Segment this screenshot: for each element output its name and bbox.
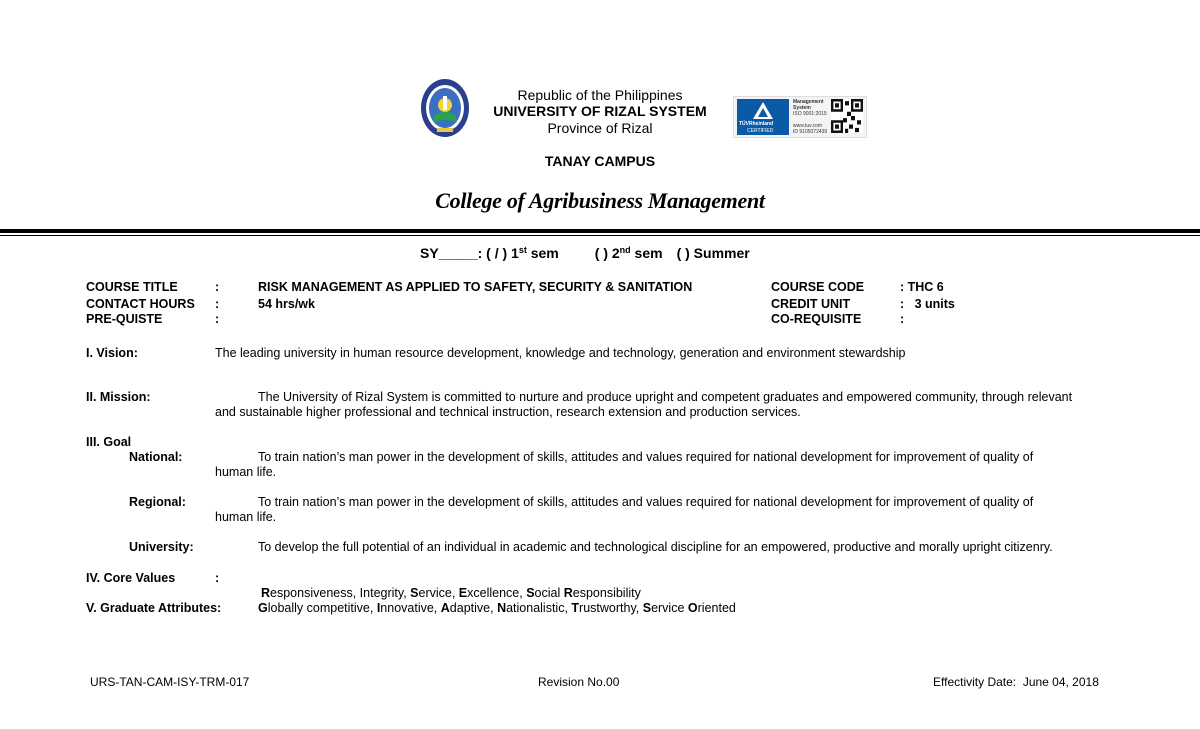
attribute-rest: daptive, (449, 601, 498, 615)
footer-revision: Revision No.00 (538, 675, 620, 689)
mission-line-2: and sustainable higher professional and technical instruction, research extension and production services. (215, 405, 801, 419)
goal-label: III. Goal (86, 435, 132, 449)
corequisite-value: : (900, 312, 905, 326)
course-code-label: COURSE CODE (771, 280, 865, 294)
attribute-initial: T (571, 601, 580, 615)
core-value-rest: ervice, (418, 586, 459, 600)
contact-hours-value: 54 hrs/wk (258, 297, 315, 311)
second-sem-option: ( ) 2 (594, 245, 620, 261)
prerequisite-colon: : (215, 312, 220, 326)
regional-goal-label: Regional: (129, 495, 186, 509)
sem-1: sem (526, 245, 559, 261)
attribute-rest: lobally competitive, (267, 601, 377, 615)
attribute-rest: nnovative, (380, 601, 441, 615)
campus-name: TANAY CAMPUS (544, 153, 656, 169)
header-divider-thick (0, 229, 1200, 233)
regional-goal-line-2: human life. (215, 510, 277, 524)
mission-line-1: The University of Rizal System is committed to nurture and produce upright and competent graduates and empowered community, through relevant (258, 390, 1073, 404)
sem-2: sem (630, 245, 663, 261)
contact-hours-colon: : (215, 297, 220, 311)
college-name: College of Agribusiness Management (435, 188, 765, 213)
university-goal-text: To develop the full potential of an individual in academic and technological discipline for an empowered, productive and morally upright citizenry. (258, 540, 1053, 554)
footer-document-code: URS-TAN-CAM-ISY-TRM-017 (90, 675, 250, 689)
tuv-certification-logo (733, 96, 867, 138)
core-value-rest: ocial (534, 586, 564, 600)
national-goal-line-1: To train nation’s man power in the development of skills, attitudes and values required for national development for improvement of quality of (258, 450, 1034, 464)
corequisite-label: CO-REQUISITE (771, 312, 862, 326)
cert-line-2: System (793, 105, 811, 111)
qr-code-icon (831, 99, 863, 133)
cert-id: ID 9105072439 (793, 129, 828, 135)
core-value-initial: S (526, 586, 535, 600)
core-value-rest: xcellence, (467, 586, 527, 600)
attribute-rest: ationalistic, (506, 601, 572, 615)
footer-effectivity-date: Effectivity Date: June 04, 2018 (933, 675, 1099, 689)
sup-st: st (518, 245, 527, 255)
summer-option: ( ) Summer (676, 245, 750, 261)
core-value-rest: esponsiveness, (270, 586, 360, 600)
attribute-initial: G (258, 601, 268, 615)
tuv-certified-text: CERTIFIED (747, 128, 774, 134)
graduate-attributes-list (258, 601, 736, 616)
cert-url: www.tuv.com (793, 123, 823, 129)
republic-line: Republic of the Philippines (517, 87, 683, 103)
national-goal-label: National: (129, 450, 183, 464)
attribute-initial: O (687, 601, 698, 615)
core-value-initial: E (458, 586, 468, 600)
sy-first-sem: SY_____: ( / ) 1 (420, 245, 519, 261)
graduate-attributes-label: V. Graduate Attributes: (86, 601, 222, 615)
regional-goal-line-1: To train nation’s man power in the development of skills, attitudes and values required for national development for improvement of quality of (258, 495, 1034, 509)
attribute-rest: ervice (651, 601, 688, 615)
vision-text: The leading university in human resource development, knowledge and technology, generation and environment stewardship (215, 346, 906, 360)
cert-text-block (793, 99, 833, 135)
core-value-initial: R (563, 586, 573, 600)
tuv-brand-text: TÜVRheinland (739, 121, 774, 127)
vision-label: I. Vision: (86, 346, 138, 360)
university-name: UNIVERSITY OF RIZAL SYSTEM (493, 103, 707, 119)
national-goal-line-2: human life. (215, 465, 277, 479)
core-value-initial: S (410, 586, 419, 600)
core-value-initial: R (261, 586, 271, 600)
core-value-rest: esponsibility (572, 586, 641, 600)
header-divider-thin (0, 235, 1200, 236)
core-value-rest: Integrity, (359, 586, 411, 600)
attribute-initial: N (497, 601, 507, 615)
sup-nd: nd (619, 245, 631, 255)
contact-hours-label: CONTACT HOURS (86, 297, 195, 311)
attribute-rest: rustworthy, (579, 601, 643, 615)
cert-line-1: Management (793, 99, 824, 105)
course-title-label: COURSE TITLE (86, 280, 178, 294)
school-year-line (420, 245, 750, 261)
cert-line-3: ISO 9001:2015 (793, 111, 827, 117)
attribute-initial: A (440, 601, 450, 615)
course-title-colon: : (215, 280, 220, 294)
university-goal-label: University: (129, 540, 194, 554)
mission-label: II. Mission: (86, 390, 151, 404)
credit-unit-value: : 3 units (900, 297, 955, 311)
attribute-initial: I (376, 601, 381, 615)
attribute-rest: riented (697, 601, 736, 615)
core-values-list (261, 571, 641, 601)
credit-unit-label: CREDIT UNIT (771, 297, 851, 311)
course-code-value: : THC 6 (900, 280, 944, 294)
core-values-colon: : (215, 571, 220, 585)
course-title-value: RISK MANAGEMENT AS APPLIED TO SAFETY, SECURITY & SANITATION (258, 280, 693, 294)
prerequisite-label: PRE-QUISTE (86, 312, 163, 326)
province-line: Province of Rizal (547, 120, 653, 136)
core-values-label: IV. Core Values (86, 571, 176, 585)
attribute-initial: S (642, 601, 652, 615)
